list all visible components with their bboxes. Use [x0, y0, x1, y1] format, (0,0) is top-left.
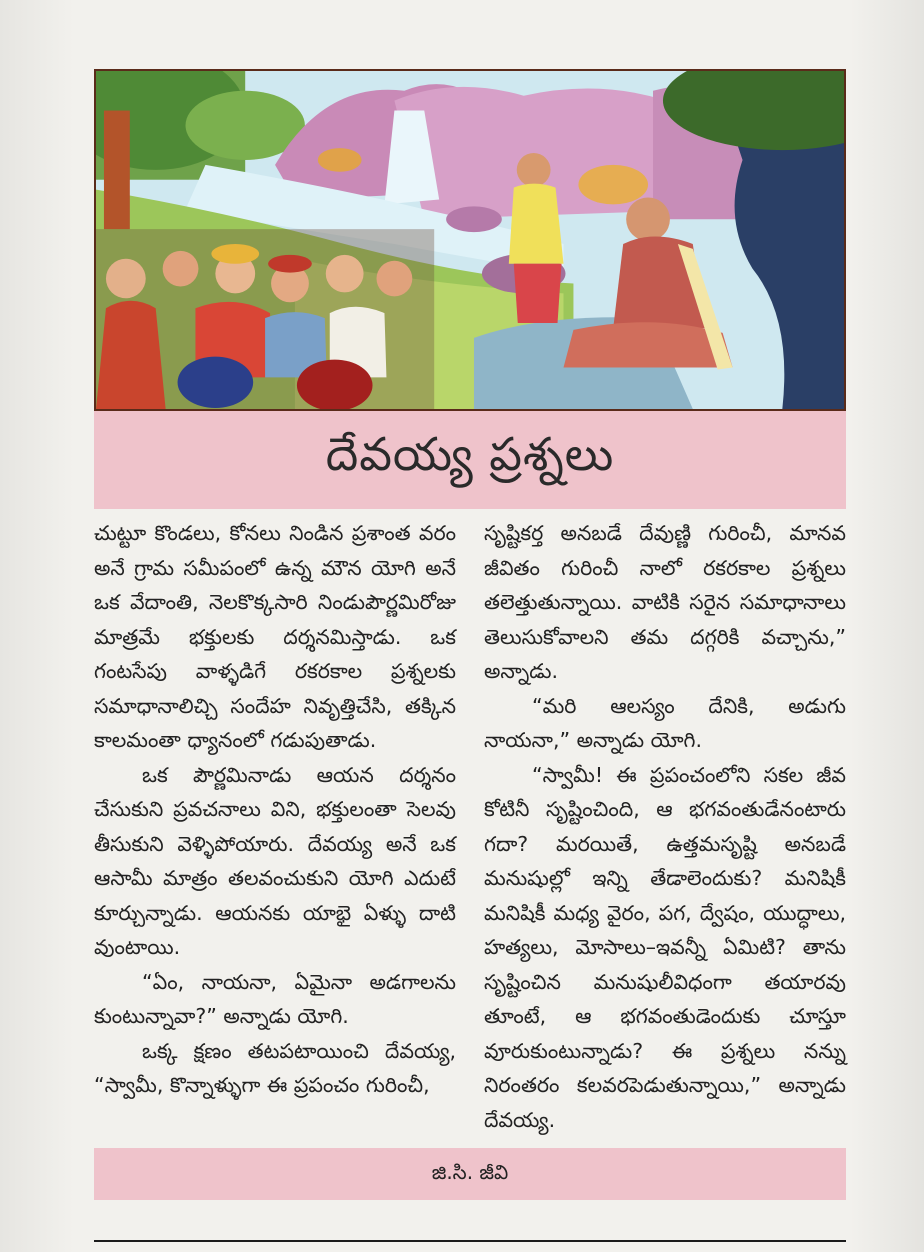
author-banner — [94, 1148, 846, 1200]
illustration-art — [96, 71, 844, 409]
story-illustration — [94, 69, 846, 411]
paragraph: సృష్టికర్త అనబడే దేవుణ్ణి గురించీ, మానవ జీవితం గురించీ నాలో రకరకాల ప్రశ్నలు తలెత్తుతున్నాయి. వాటికి సరైన సమాధానాలు తెలుసుకోవాలని తమ దగ్గరికి వచ్చాను,” అన్నాడు. — [484, 521, 846, 683]
paragraph: “మరి ఆలస్యం దేనికి, అడుగు నాయనా,” అన్నాడు యోగి. — [484, 693, 846, 752]
left-column — [94, 516, 456, 1144]
story-body — [94, 516, 846, 1144]
story-title: దేవయ్య ప్రశ్నలు — [325, 427, 615, 481]
paragraph: ఒక్క క్షణం తటపటాయించి దేవయ్య, “స్వామీ, కొన్నాళ్ళుగా ఈ ప్రపంచం గురించీ, — [94, 1038, 456, 1097]
paragraph: “ఏం, నాయనా, ఏమైనా అడగాలను కుంటున్నావా?” అన్నాడు యోగి. — [94, 969, 456, 1028]
title-banner — [94, 411, 846, 509]
page-rule — [94, 1240, 846, 1242]
paragraph: “స్వామీ! ఈ ప్రపంచంలోని సకల జీవ కోటినీ సృష్టించింది, ఆ భగవంతుడేనంటారు గదా? మరయితే, ఉత్తమసృష్టి అనబడే మనుషుల్లో ఇన్ని తేడాలెందుకు? మనిషికీ మనిషికీ మధ్య వైరం, పగ, ద్వేషం, యుద్ధాలు, హత్యలు, మోసాలు–ఇవన్నీ ఏమిటి? తాను సృష్టించిన మనుషులీవిధంగా తయారవు తూంటే, ఆ భగవంతుడెందుకు చూస్తూ వూరుకుంటున్నాడు? ఈ ప్రశ్నలు నన్ను నిరంతరం కలవరపెడుతున్నాయి,” అన్నాడు దేవయ్య. — [484, 762, 846, 1132]
paragraph: చుట్టూ కొండలు, కోనలు నిండిన ప్రశాంత వరం అనే గ్రామ సమీపంలో ఉన్న మౌన యోగి అనే ఒక వేదాంతి, నెలకొక్కసారి నిండుపౌర్ణమిరోజు మాత్రమే భక్తులకు దర్శనమిస్తాడు. ఒక గంటసేపు వాళ్ళడిగే రకరకాల ప్రశ్నలకు సమాధానాలిచ్చి సందేహ నివృత్తిచేసి, తక్కిన కాలమంతా ధ్యానంలో గడుపుతాడు. — [94, 521, 456, 752]
paragraph: ఒక పౌర్ణమినాడు ఆయన దర్శనం చేసుకుని ప్రవచనాలు విని, భక్తులంతా సెలవు తీసుకుని వెళ్ళిపోయారు. దేవయ్య అనే ఒక ఆసామీ మాత్రం తలవంచుకుని యోగి ఎదుటే కూర్చున్నాడు. ఆయనకు యాభై ఏళ్ళు దాటి వుంటాయి. — [94, 762, 456, 959]
right-column — [484, 516, 846, 1144]
author-name: జి.సి. జీవి — [431, 1159, 509, 1184]
